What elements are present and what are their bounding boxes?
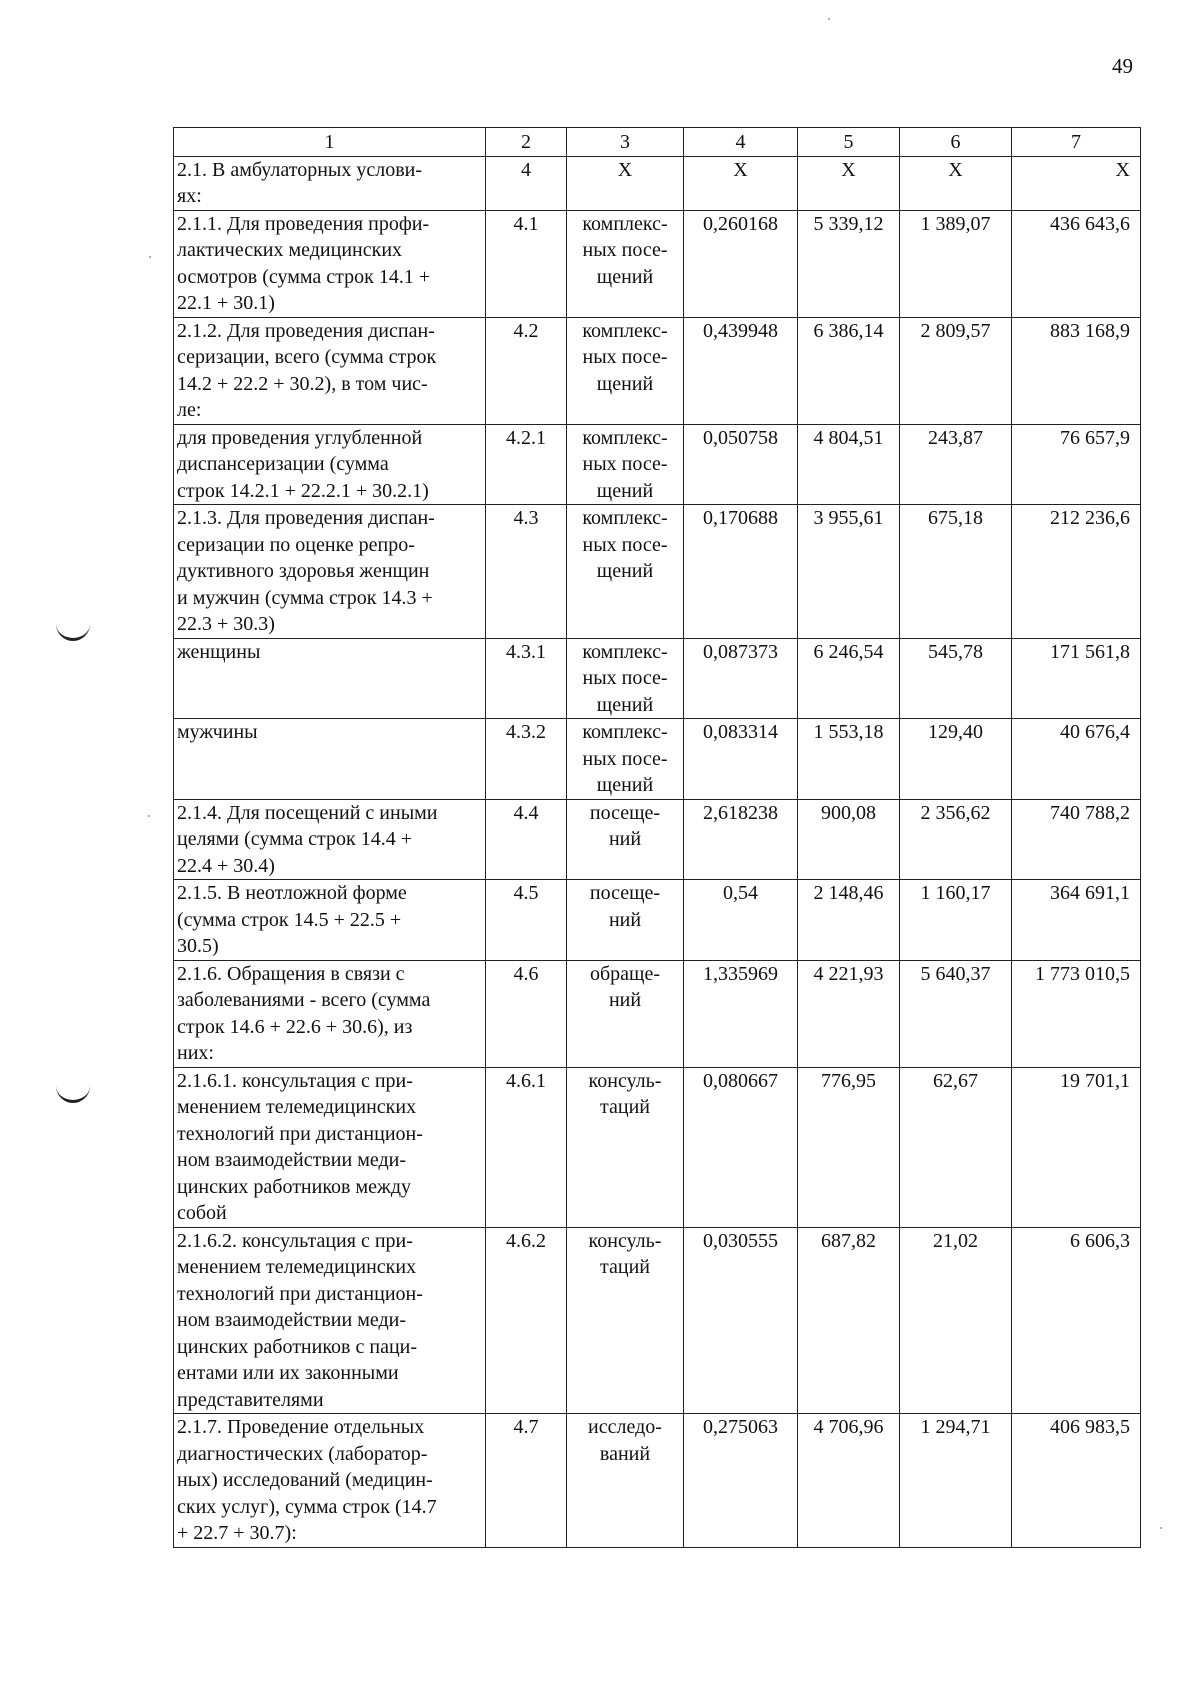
row-col4-cell: 0,260168 bbox=[684, 210, 798, 317]
header-cell: 7 bbox=[1012, 128, 1141, 157]
header-cell: 5 bbox=[798, 128, 900, 157]
table-header-row bbox=[174, 128, 1141, 157]
row-unit-cell: исследо- ваний bbox=[567, 1414, 684, 1548]
row-name-cell: женщины bbox=[174, 638, 486, 719]
row-code-cell: 4.6 bbox=[486, 960, 567, 1067]
row-col5-cell: Х bbox=[798, 156, 900, 210]
row-code-cell: 4.3.2 bbox=[486, 719, 567, 800]
row-col7-cell: 171 561,8 bbox=[1012, 638, 1141, 719]
row-name-cell: 2.1.2. Для проведения диспан- серизации, всего (сумма строк 14.2 + 22.2 + 30.2), в том чис- ле: bbox=[174, 317, 486, 424]
row-col5-cell: 3 955,61 bbox=[798, 505, 900, 639]
table-row bbox=[174, 424, 1141, 505]
row-col5-cell: 5 339,12 bbox=[798, 210, 900, 317]
row-unit-cell: комплекс- ных посе- щений bbox=[567, 317, 684, 424]
row-col7-cell: 6 606,3 bbox=[1012, 1227, 1141, 1414]
row-col6-cell: 1 294,71 bbox=[900, 1414, 1012, 1548]
scan-mark bbox=[56, 622, 90, 641]
row-col4-cell: 0,083314 bbox=[684, 719, 798, 800]
row-name-cell: 2.1.6.1. консультация с при- менением телемедицинских технологий при дистанцион- ном взаимодействии меди- цинских работников между собой bbox=[174, 1067, 486, 1227]
row-col6-cell: 1 160,17 bbox=[900, 880, 1012, 961]
row-unit-cell: посеще- ний bbox=[567, 799, 684, 880]
row-col4-cell: 0,087373 bbox=[684, 638, 798, 719]
row-col7-cell: 212 236,6 bbox=[1012, 505, 1141, 639]
row-unit-cell: комплекс- ных посе- щений bbox=[567, 505, 684, 639]
row-col7-cell: 76 657,9 bbox=[1012, 424, 1141, 505]
header-cell: 6 bbox=[900, 128, 1012, 157]
row-col7-cell: 406 983,5 bbox=[1012, 1414, 1141, 1548]
header-cell: 3 bbox=[567, 128, 684, 157]
row-col6-cell: 2 809,57 bbox=[900, 317, 1012, 424]
row-col7-cell: Х bbox=[1012, 156, 1141, 210]
row-col5-cell: 4 221,93 bbox=[798, 960, 900, 1067]
row-col6-cell: 545,78 bbox=[900, 638, 1012, 719]
row-col7-cell: 740 788,2 bbox=[1012, 799, 1141, 880]
table-row bbox=[174, 799, 1141, 880]
table-row bbox=[174, 638, 1141, 719]
row-col6-cell: 243,87 bbox=[900, 424, 1012, 505]
table-row bbox=[174, 719, 1141, 800]
row-col6-cell: 129,40 bbox=[900, 719, 1012, 800]
row-col5-cell: 1 553,18 bbox=[798, 719, 900, 800]
row-code-cell: 4.6.2 bbox=[486, 1227, 567, 1414]
row-name-cell: 2.1.4. Для посещений с иными целями (сумма строк 14.4 + 22.4 + 30.4) bbox=[174, 799, 486, 880]
table-row bbox=[174, 317, 1141, 424]
row-col4-cell: 0,030555 bbox=[684, 1227, 798, 1414]
row-col6-cell: 675,18 bbox=[900, 505, 1012, 639]
row-col7-cell: 40 676,4 bbox=[1012, 719, 1141, 800]
row-col7-cell: 19 701,1 bbox=[1012, 1067, 1141, 1227]
row-code-cell: 4 bbox=[486, 156, 567, 210]
row-col4-cell: Х bbox=[684, 156, 798, 210]
row-code-cell: 4.5 bbox=[486, 880, 567, 961]
row-col7-cell: 883 168,9 bbox=[1012, 317, 1141, 424]
row-code-cell: 4.6.1 bbox=[486, 1067, 567, 1227]
row-col5-cell: 6 386,14 bbox=[798, 317, 900, 424]
row-col7-cell: 364 691,1 bbox=[1012, 880, 1141, 961]
row-name-cell: 2.1.5. В неотложной форме (сумма строк 14.5 + 22.5 + 30.5) bbox=[174, 880, 486, 961]
row-col4-cell: 2,618238 bbox=[684, 799, 798, 880]
row-col4-cell: 0,050758 bbox=[684, 424, 798, 505]
row-col5-cell: 900,08 bbox=[798, 799, 900, 880]
row-col6-cell: 5 640,37 bbox=[900, 960, 1012, 1067]
row-col6-cell: 62,67 bbox=[900, 1067, 1012, 1227]
row-name-cell: для проведения углубленной диспансеризации (сумма строк 14.2.1 + 22.2.1 + 30.2.1) bbox=[174, 424, 486, 505]
row-col5-cell: 4 706,96 bbox=[798, 1414, 900, 1548]
row-col6-cell: 1 389,07 bbox=[900, 210, 1012, 317]
row-unit-cell: комплекс- ных посе- щений bbox=[567, 210, 684, 317]
scan-mark bbox=[56, 1084, 90, 1103]
row-col5-cell: 776,95 bbox=[798, 1067, 900, 1227]
row-code-cell: 4.3.1 bbox=[486, 638, 567, 719]
row-name-cell: 2.1.6.2. консультация с при- менением телемедицинских технологий при дистанцион- ном взаимодействии меди- цинских работников с паци- ентами или их законными представителями bbox=[174, 1227, 486, 1414]
scan-speck bbox=[1160, 1527, 1162, 1529]
table-row bbox=[174, 880, 1141, 961]
table-body bbox=[174, 128, 1141, 1548]
row-col6-cell: 2 356,62 bbox=[900, 799, 1012, 880]
row-unit-cell: комплекс- ных посе- щений bbox=[567, 719, 684, 800]
scan-speck bbox=[828, 18, 830, 20]
row-unit-cell: посеще- ний bbox=[567, 880, 684, 961]
table-row bbox=[174, 505, 1141, 639]
row-name-cell: 2.1.1. Для проведения профи- лактических медицинских осмотров (сумма строк 14.1 + 22.1 + 30.1) bbox=[174, 210, 486, 317]
row-code-cell: 4.1 bbox=[486, 210, 567, 317]
row-col5-cell: 6 246,54 bbox=[798, 638, 900, 719]
row-code-cell: 4.7 bbox=[486, 1414, 567, 1548]
row-unit-cell: комплекс- ных посе- щений bbox=[567, 424, 684, 505]
header-cell: 2 bbox=[486, 128, 567, 157]
row-col7-cell: 1 773 010,5 bbox=[1012, 960, 1141, 1067]
row-code-cell: 4.2.1 bbox=[486, 424, 567, 505]
row-unit-cell: консуль- таций bbox=[567, 1227, 684, 1414]
row-col6-cell: Х bbox=[900, 156, 1012, 210]
row-code-cell: 4.4 bbox=[486, 799, 567, 880]
table-row bbox=[174, 960, 1141, 1067]
row-unit-cell: комплекс- ных посе- щений bbox=[567, 638, 684, 719]
row-col5-cell: 4 804,51 bbox=[798, 424, 900, 505]
header-cell: 4 bbox=[684, 128, 798, 157]
row-unit-cell: Х bbox=[567, 156, 684, 210]
row-col4-cell: 0,170688 bbox=[684, 505, 798, 639]
row-name-cell: мужчины bbox=[174, 719, 486, 800]
header-cell: 1 bbox=[174, 128, 486, 157]
row-col4-cell: 1,335969 bbox=[684, 960, 798, 1067]
page-number: 49 bbox=[1112, 54, 1133, 78]
row-code-cell: 4.2 bbox=[486, 317, 567, 424]
row-code-cell: 4.3 bbox=[486, 505, 567, 639]
table-row bbox=[174, 1414, 1141, 1548]
row-name-cell: 2.1. В амбулаторных услови- ях: bbox=[174, 156, 486, 210]
row-col5-cell: 687,82 bbox=[798, 1227, 900, 1414]
row-col4-cell: 0,54 bbox=[684, 880, 798, 961]
row-name-cell: 2.1.3. Для проведения диспан- серизации по оценке репро- дуктивного здоровья женщин и мужчин (сумма строк 14.3 + 22.3 + 30.3) bbox=[174, 505, 486, 639]
table-row bbox=[174, 156, 1141, 210]
scan-speck bbox=[149, 256, 151, 258]
row-col4-cell: 0,439948 bbox=[684, 317, 798, 424]
data-table bbox=[173, 127, 1141, 1548]
row-col4-cell: 0,080667 bbox=[684, 1067, 798, 1227]
table-row bbox=[174, 1227, 1141, 1414]
row-col5-cell: 2 148,46 bbox=[798, 880, 900, 961]
table-row bbox=[174, 1067, 1141, 1227]
row-unit-cell: консуль- таций bbox=[567, 1067, 684, 1227]
row-unit-cell: обраще- ний bbox=[567, 960, 684, 1067]
row-name-cell: 2.1.7. Проведение отдельных диагностических (лаборатор- ных) исследований (медицин- ских услуг), сумма строк (14.7 + 22.7 + 30.7): bbox=[174, 1414, 486, 1548]
scan-speck bbox=[148, 815, 150, 817]
row-name-cell: 2.1.6. Обращения в связи с заболеваниями - всего (сумма строк 14.6 + 22.6 + 30.6), из них: bbox=[174, 960, 486, 1067]
row-col7-cell: 436 643,6 bbox=[1012, 210, 1141, 317]
row-col6-cell: 21,02 bbox=[900, 1227, 1012, 1414]
table-row bbox=[174, 210, 1141, 317]
row-col4-cell: 0,275063 bbox=[684, 1414, 798, 1548]
